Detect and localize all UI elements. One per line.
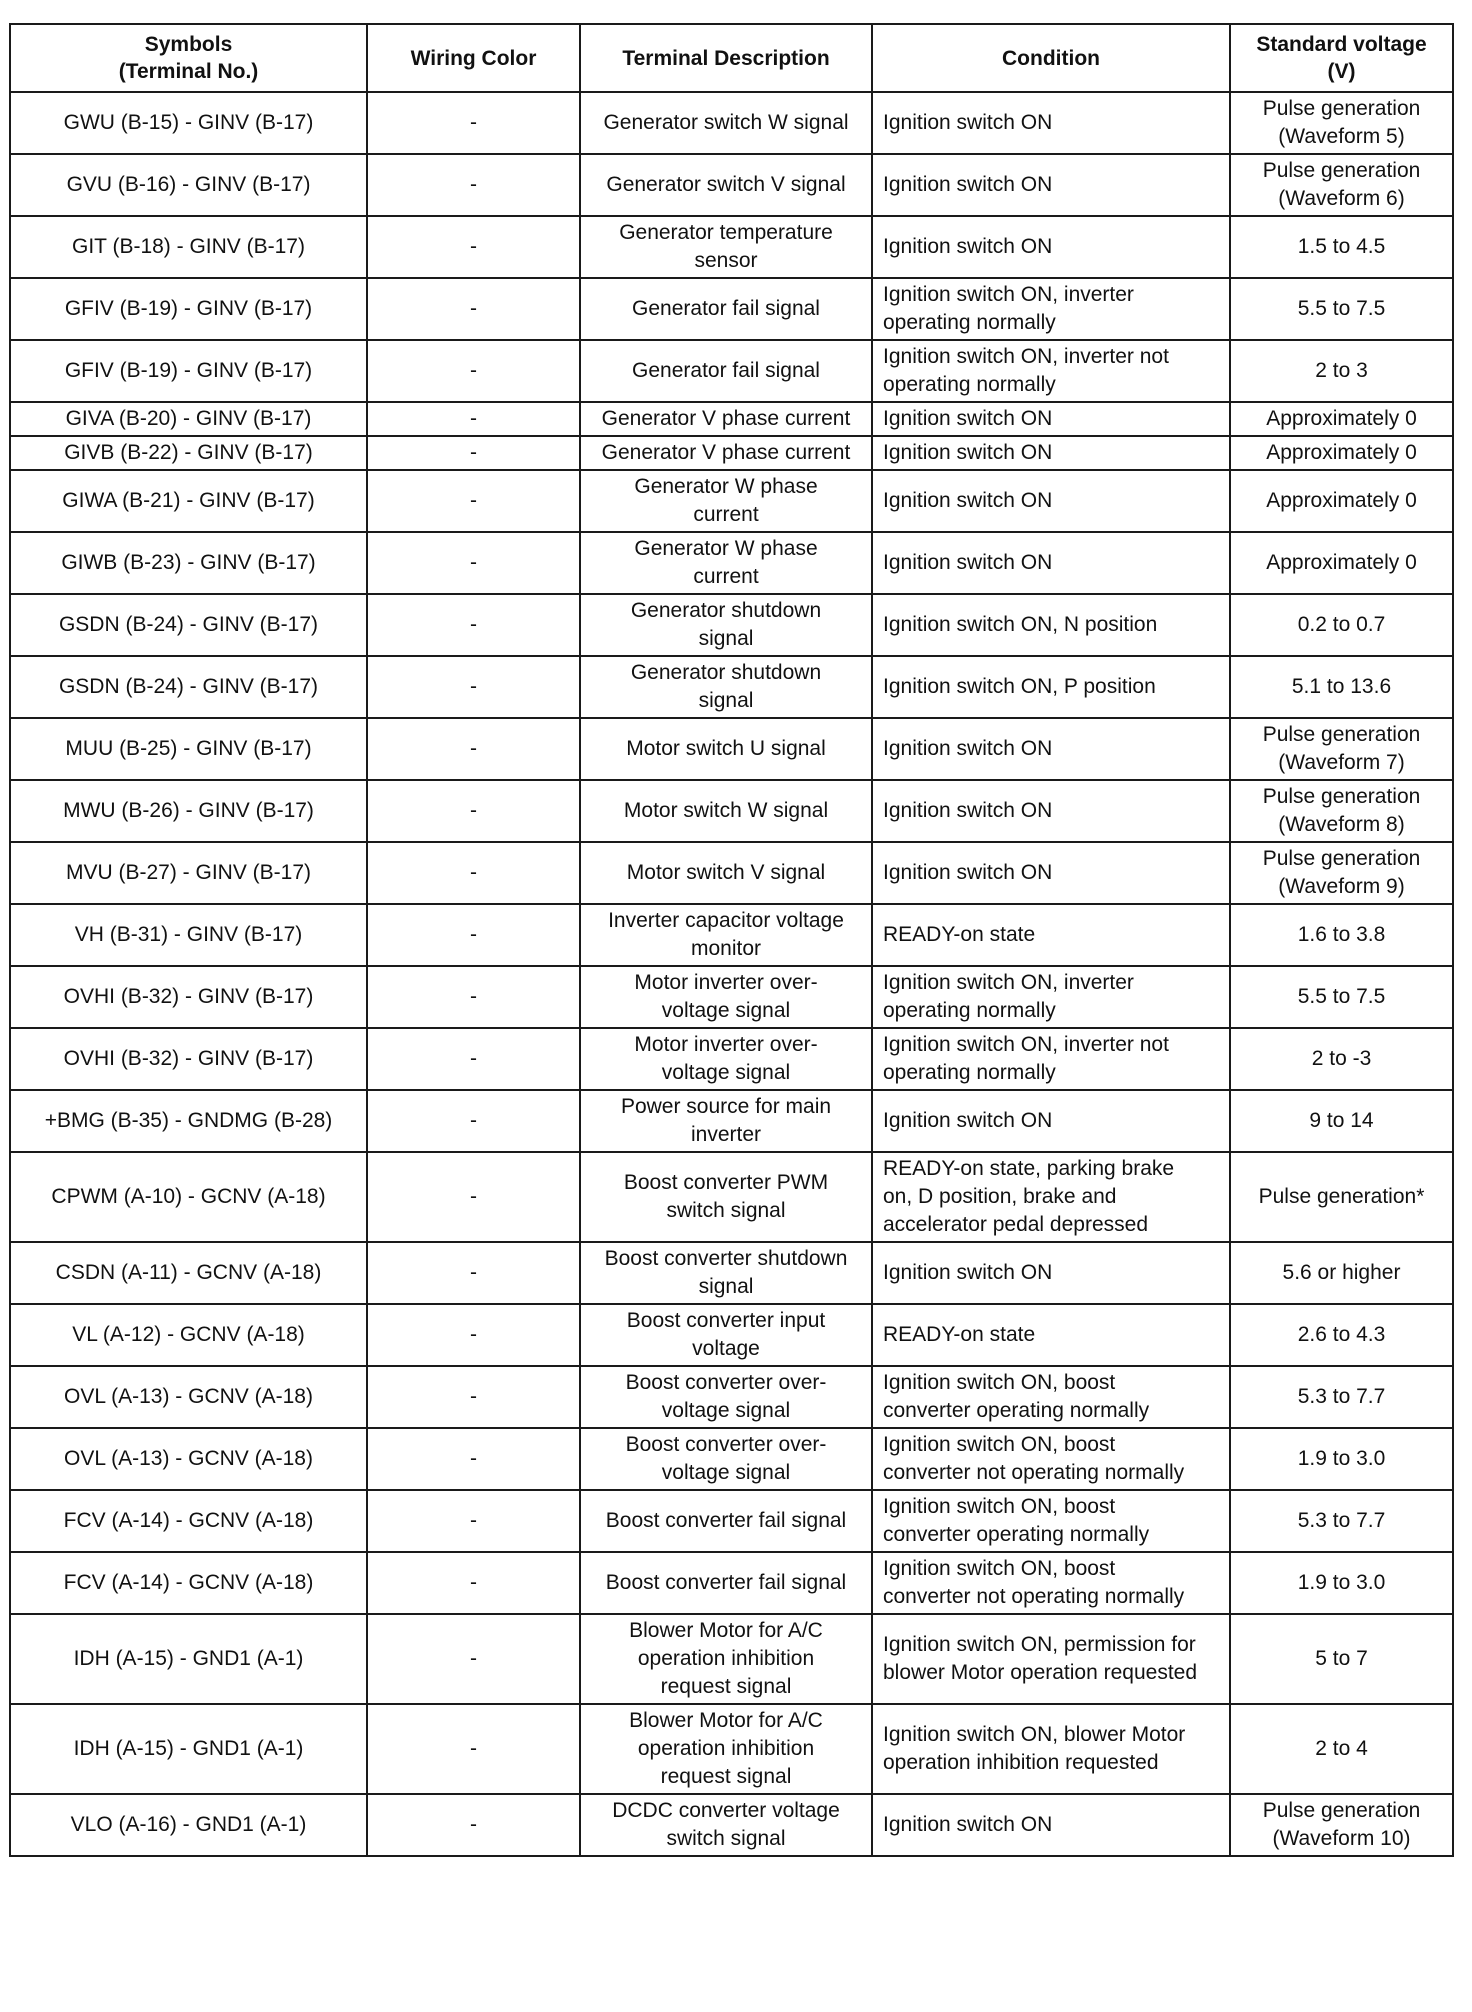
cell-standard-voltage: 1.9 to 3.0 (1230, 1428, 1453, 1490)
cell-terminal-description: Motor inverter over- voltage signal (580, 966, 872, 1028)
cell-condition: Ignition switch ON, P position (872, 656, 1230, 718)
cell-terminal-description: Generator V phase current (580, 402, 872, 436)
cell-symbols: MUU (B-25) - GINV (B-17) (10, 718, 367, 780)
table-row (10, 154, 1453, 216)
cell-symbols: MVU (B-27) - GINV (B-17) (10, 842, 367, 904)
cell-wiring-color: - (367, 966, 580, 1028)
cell-wiring-color: - (367, 904, 580, 966)
cell-symbols: OVL (A-13) - GCNV (A-18) (10, 1428, 367, 1490)
table-row (10, 402, 1453, 436)
cell-condition: Ignition switch ON (872, 1242, 1230, 1304)
cell-condition: Ignition switch ON, inverter operating normally (872, 966, 1230, 1028)
cell-wiring-color: - (367, 718, 580, 780)
cell-symbols: IDH (A-15) - GND1 (A-1) (10, 1614, 367, 1704)
cell-standard-voltage: 2 to 4 (1230, 1704, 1453, 1794)
cell-symbols: FCV (A-14) - GCNV (A-18) (10, 1552, 367, 1614)
cell-symbols: OVHI (B-32) - GINV (B-17) (10, 966, 367, 1028)
cell-wiring-color: - (367, 1614, 580, 1704)
table-row (10, 1704, 1453, 1794)
table-row (10, 340, 1453, 402)
cell-wiring-color: - (367, 1242, 580, 1304)
cell-terminal-description: Blower Motor for A/C operation inhibition request signal (580, 1614, 872, 1704)
cell-condition: Ignition switch ON, inverter not operating normally (872, 1028, 1230, 1090)
cell-symbols: GIWB (B-23) - GINV (B-17) (10, 532, 367, 594)
cell-symbols: IDH (A-15) - GND1 (A-1) (10, 1704, 367, 1794)
cell-standard-voltage: Pulse generation (Waveform 6) (1230, 154, 1453, 216)
cell-terminal-description: Boost converter over- voltage signal (580, 1428, 872, 1490)
cell-standard-voltage: 2.6 to 4.3 (1230, 1304, 1453, 1366)
cell-condition: READY-on state (872, 904, 1230, 966)
cell-standard-voltage: 5 to 7 (1230, 1614, 1453, 1704)
cell-wiring-color: - (367, 154, 580, 216)
cell-terminal-description: Motor switch U signal (580, 718, 872, 780)
cell-standard-voltage: 1.5 to 4.5 (1230, 216, 1453, 278)
cell-standard-voltage: Pulse generation (Waveform 9) (1230, 842, 1453, 904)
cell-wiring-color: - (367, 216, 580, 278)
cell-terminal-description: Inverter capacitor voltage monitor (580, 904, 872, 966)
table-row (10, 904, 1453, 966)
cell-wiring-color: - (367, 532, 580, 594)
table-row (10, 1428, 1453, 1490)
cell-wiring-color: - (367, 1152, 580, 1242)
cell-terminal-description: Generator V phase current (580, 436, 872, 470)
cell-standard-voltage: Approximately 0 (1230, 436, 1453, 470)
cell-wiring-color: - (367, 842, 580, 904)
cell-symbols: GIT (B-18) - GINV (B-17) (10, 216, 367, 278)
cell-standard-voltage: Pulse generation (Waveform 8) (1230, 780, 1453, 842)
cell-condition: Ignition switch ON, boost converter operating normally (872, 1366, 1230, 1428)
table-row (10, 1552, 1453, 1614)
cell-standard-voltage: Approximately 0 (1230, 402, 1453, 436)
table-row (10, 1028, 1453, 1090)
cell-condition: Ignition switch ON, inverter not operating normally (872, 340, 1230, 402)
cell-wiring-color: - (367, 1304, 580, 1366)
cell-condition: READY-on state (872, 1304, 1230, 1366)
table-row (10, 532, 1453, 594)
cell-symbols: VL (A-12) - GCNV (A-18) (10, 1304, 367, 1366)
header-terminal-description: Terminal Description (580, 24, 872, 92)
cell-terminal-description: Boost converter fail signal (580, 1552, 872, 1614)
cell-condition: Ignition switch ON (872, 842, 1230, 904)
cell-terminal-description: Motor switch V signal (580, 842, 872, 904)
table-row (10, 1794, 1453, 1856)
cell-wiring-color: - (367, 780, 580, 842)
cell-symbols: OVL (A-13) - GCNV (A-18) (10, 1366, 367, 1428)
cell-symbols: GSDN (B-24) - GINV (B-17) (10, 656, 367, 718)
cell-symbols: GIVB (B-22) - GINV (B-17) (10, 436, 367, 470)
cell-wiring-color: - (367, 436, 580, 470)
table-row (10, 470, 1453, 532)
table-row (10, 1614, 1453, 1704)
cell-terminal-description: Boost converter over- voltage signal (580, 1366, 872, 1428)
table-row (10, 1242, 1453, 1304)
cell-condition: Ignition switch ON, boost converter not operating normally (872, 1552, 1230, 1614)
cell-wiring-color: - (367, 1428, 580, 1490)
cell-wiring-color: - (367, 1704, 580, 1794)
cell-symbols: +BMG (B-35) - GNDMG (B-28) (10, 1090, 367, 1152)
table-row (10, 1366, 1453, 1428)
table-row (10, 1090, 1453, 1152)
table-header (10, 24, 1453, 92)
cell-standard-voltage: 1.6 to 3.8 (1230, 904, 1453, 966)
cell-wiring-color: - (367, 1366, 580, 1428)
cell-condition: Ignition switch ON, boost converter operating normally (872, 1490, 1230, 1552)
cell-wiring-color: - (367, 340, 580, 402)
cell-symbols: CPWM (A-10) - GCNV (A-18) (10, 1152, 367, 1242)
cell-wiring-color: - (367, 470, 580, 532)
cell-symbols: GVU (B-16) - GINV (B-17) (10, 154, 367, 216)
cell-standard-voltage: 5.5 to 7.5 (1230, 278, 1453, 340)
cell-standard-voltage: Pulse generation (Waveform 5) (1230, 92, 1453, 154)
header-wiring-color: Wiring Color (367, 24, 580, 92)
cell-symbols: GFIV (B-19) - GINV (B-17) (10, 278, 367, 340)
cell-terminal-description: Generator W phase current (580, 470, 872, 532)
cell-condition: Ignition switch ON (872, 402, 1230, 436)
cell-wiring-color: - (367, 402, 580, 436)
cell-standard-voltage: 5.1 to 13.6 (1230, 656, 1453, 718)
cell-condition: Ignition switch ON (872, 92, 1230, 154)
cell-wiring-color: - (367, 278, 580, 340)
table-row (10, 436, 1453, 470)
cell-terminal-description: Blower Motor for A/C operation inhibition request signal (580, 1704, 872, 1794)
header-standard-voltage: Standard voltage (V) (1230, 24, 1453, 92)
table-row (10, 718, 1453, 780)
cell-symbols: GFIV (B-19) - GINV (B-17) (10, 340, 367, 402)
cell-symbols: VH (B-31) - GINV (B-17) (10, 904, 367, 966)
cell-wiring-color: - (367, 594, 580, 656)
cell-wiring-color: - (367, 1490, 580, 1552)
table-row (10, 216, 1453, 278)
cell-condition: Ignition switch ON (872, 470, 1230, 532)
cell-condition: Ignition switch ON (872, 1090, 1230, 1152)
cell-terminal-description: Motor switch W signal (580, 780, 872, 842)
cell-condition: Ignition switch ON (872, 780, 1230, 842)
cell-wiring-color: - (367, 1552, 580, 1614)
header-condition: Condition (872, 24, 1230, 92)
cell-condition: Ignition switch ON (872, 216, 1230, 278)
table-row (10, 1152, 1453, 1242)
cell-standard-voltage: Pulse generation (Waveform 7) (1230, 718, 1453, 780)
cell-condition: Ignition switch ON, blower Motor operation inhibition requested (872, 1704, 1230, 1794)
cell-standard-voltage: 5.3 to 7.7 (1230, 1366, 1453, 1428)
cell-symbols: FCV (A-14) - GCNV (A-18) (10, 1490, 367, 1552)
cell-standard-voltage: Approximately 0 (1230, 470, 1453, 532)
cell-symbols: GIVA (B-20) - GINV (B-17) (10, 402, 367, 436)
cell-symbols: GSDN (B-24) - GINV (B-17) (10, 594, 367, 656)
cell-terminal-description: Generator switch W signal (580, 92, 872, 154)
cell-terminal-description: Boost converter fail signal (580, 1490, 872, 1552)
header-row (10, 24, 1453, 92)
cell-terminal-description: Boost converter PWM switch signal (580, 1152, 872, 1242)
cell-condition: Ignition switch ON, inverter operating normally (872, 278, 1230, 340)
cell-symbols: VLO (A-16) - GND1 (A-1) (10, 1794, 367, 1856)
table-row (10, 1490, 1453, 1552)
cell-terminal-description: Generator switch V signal (580, 154, 872, 216)
cell-condition: Ignition switch ON (872, 718, 1230, 780)
cell-symbols: GWU (B-15) - GINV (B-17) (10, 92, 367, 154)
cell-terminal-description: Motor inverter over- voltage signal (580, 1028, 872, 1090)
cell-condition: Ignition switch ON, boost converter not operating normally (872, 1428, 1230, 1490)
cell-standard-voltage: Approximately 0 (1230, 532, 1453, 594)
cell-symbols: CSDN (A-11) - GCNV (A-18) (10, 1242, 367, 1304)
table-body (10, 92, 1453, 1856)
cell-symbols: OVHI (B-32) - GINV (B-17) (10, 1028, 367, 1090)
table-row (10, 1304, 1453, 1366)
table-row (10, 780, 1453, 842)
table-row (10, 278, 1453, 340)
cell-wiring-color: - (367, 1090, 580, 1152)
table-row (10, 966, 1453, 1028)
cell-wiring-color: - (367, 92, 580, 154)
table-row (10, 656, 1453, 718)
cell-standard-voltage: 5.3 to 7.7 (1230, 1490, 1453, 1552)
cell-terminal-description: Generator shutdown signal (580, 594, 872, 656)
cell-condition: Ignition switch ON, N position (872, 594, 1230, 656)
cell-condition: Ignition switch ON (872, 1794, 1230, 1856)
cell-terminal-description: Generator temperature sensor (580, 216, 872, 278)
cell-standard-voltage: 2 to 3 (1230, 340, 1453, 402)
cell-standard-voltage: 5.6 or higher (1230, 1242, 1453, 1304)
cell-terminal-description: Generator W phase current (580, 532, 872, 594)
cell-standard-voltage: Pulse generation (Waveform 10) (1230, 1794, 1453, 1856)
cell-standard-voltage: 5.5 to 7.5 (1230, 966, 1453, 1028)
cell-wiring-color: - (367, 656, 580, 718)
cell-symbols: MWU (B-26) - GINV (B-17) (10, 780, 367, 842)
cell-terminal-description: Generator shutdown signal (580, 656, 872, 718)
cell-wiring-color: - (367, 1794, 580, 1856)
cell-standard-voltage: Pulse generation* (1230, 1152, 1453, 1242)
header-symbols: Symbols (Terminal No.) (10, 24, 367, 92)
cell-standard-voltage: 1.9 to 3.0 (1230, 1552, 1453, 1614)
cell-standard-voltage: 0.2 to 0.7 (1230, 594, 1453, 656)
cell-terminal-description: DCDC converter voltage switch signal (580, 1794, 872, 1856)
cell-condition: Ignition switch ON (872, 154, 1230, 216)
table-row (10, 92, 1453, 154)
cell-terminal-description: Generator fail signal (580, 340, 872, 402)
cell-terminal-description: Generator fail signal (580, 278, 872, 340)
cell-terminal-description: Boost converter input voltage (580, 1304, 872, 1366)
table-row (10, 842, 1453, 904)
cell-standard-voltage: 2 to -3 (1230, 1028, 1453, 1090)
terminal-voltage-table (9, 23, 1454, 1857)
cell-condition: Ignition switch ON (872, 436, 1230, 470)
cell-terminal-description: Boost converter shutdown signal (580, 1242, 872, 1304)
cell-condition: Ignition switch ON, permission for blower Motor operation requested (872, 1614, 1230, 1704)
cell-condition: Ignition switch ON (872, 532, 1230, 594)
cell-standard-voltage: 9 to 14 (1230, 1090, 1453, 1152)
cell-wiring-color: - (367, 1028, 580, 1090)
cell-terminal-description: Power source for main inverter (580, 1090, 872, 1152)
table-row (10, 594, 1453, 656)
cell-condition: READY-on state, parking brake on, D position, brake and accelerator pedal depressed (872, 1152, 1230, 1242)
cell-symbols: GIWA (B-21) - GINV (B-17) (10, 470, 367, 532)
